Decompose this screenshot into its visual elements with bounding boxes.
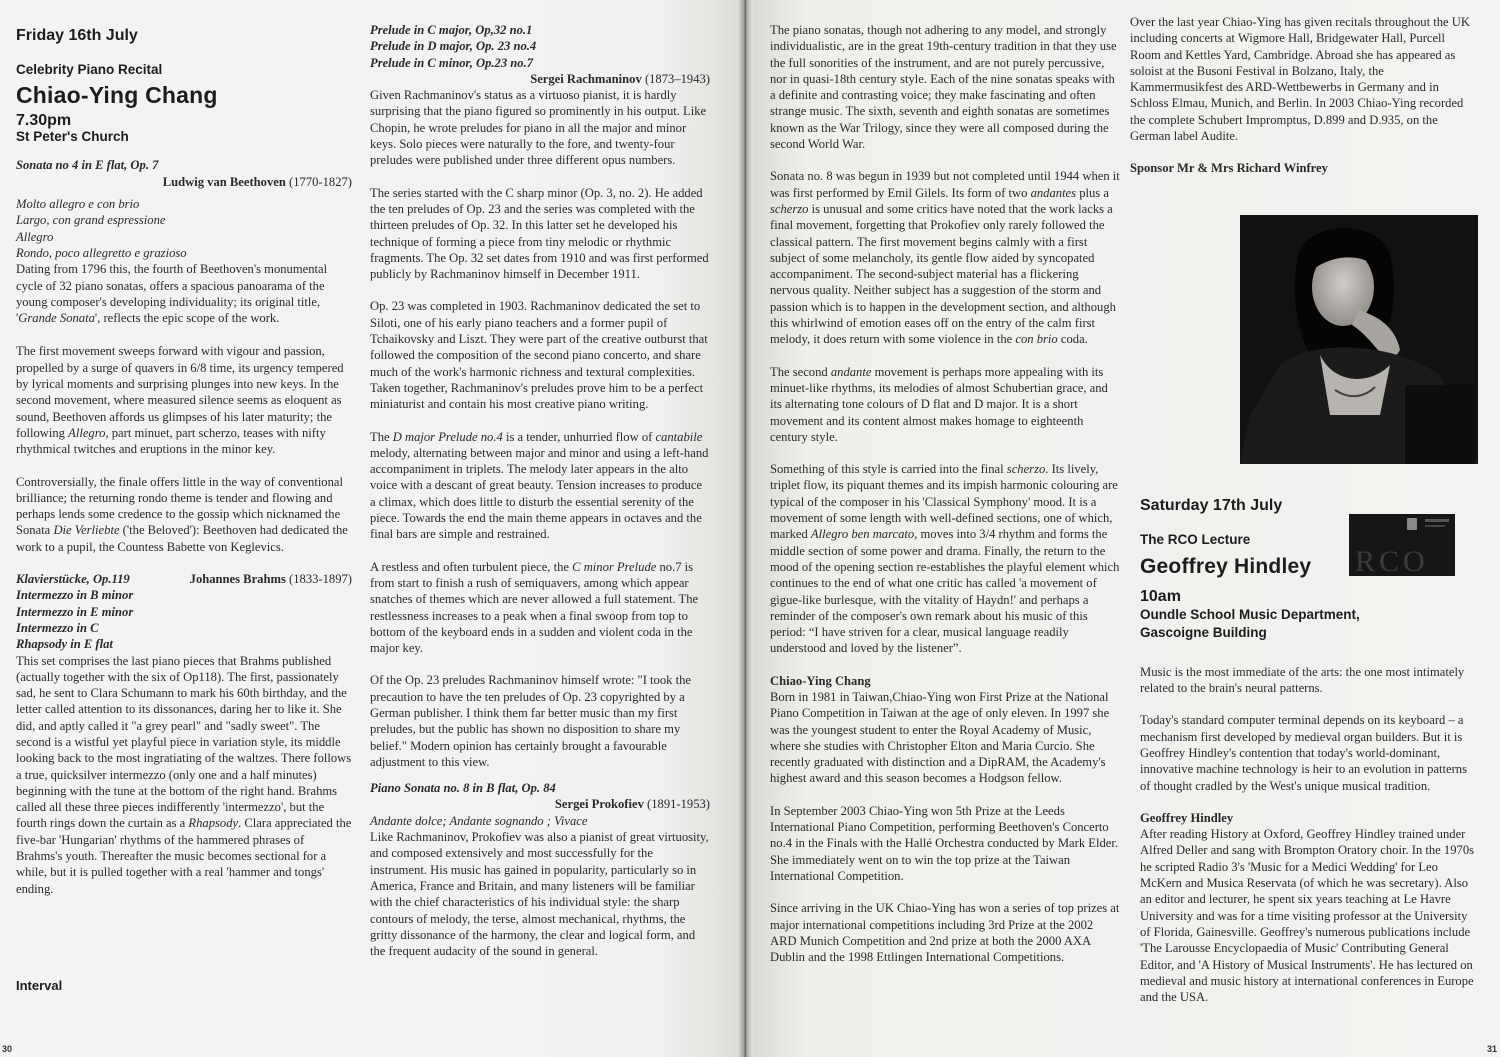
speaker-bio-heading: Geoffrey Hindley [1140, 810, 1234, 825]
sonata-paragraph: Something of this style is carried into the final scherzo. Its lively, triplet flow, its piquant themes and its impish harmonic colouring are typical of the composer in his 'Classical Symphony' mood. It is a movement of some length with well-defined sections, one of which, marked Allegro ben marcato, moves into 3/4 rhythm and forms the middle section of some power and drama. Finally, the return to the mood of the opening section re-establishes the playful element which continues to the end of what one critic has called 'a movement of gigue-like burlesque, with the vitality of Haydn!' and perhaps a reminder of the composer's own remark about his music of this period: “I have striven for a clear, musical language readily understood and loved by the listener”. [770, 462, 1120, 656]
page-number-left: 30 [2, 1044, 13, 1054]
brahms-paragraph: This set comprises the last piano pieces that Brahms published (actually together with the six of Op118). The first, passionately sad, he sent to Clara Schumann to mark his 60th birthday, and the letter called attention to its dissonances, daring her to like it. She did, and aptly called it "a grey pearl" and "sadly sweet". The second is a wistful yet playful piece in variation style, its middle looking back to the most ingratiating of the waltzes. There follows a true, quicksilver intermezzo (only one and a half minutes) beginning with the tune at the bottom of the right hand. Brahms called all these three pieces indifferently 'intermezzo', but the fourth rings down the curtain as a Rhapsody. Clara appreciated the five-bar 'Hungarian' rhythms of the hammered phrases of Brahms's youth. Thereafter the music becomes sectional for a while, but it is pulled together with a real 'hammer and tongs' ending. [16, 653, 352, 896]
lecture-date: Saturday 17th July [1140, 497, 1283, 514]
rach-paragraph: Op. 23 was completed in 1903. Rachmaninov dedicated the set to Siloti, one of his early piano teachers and a former pupil of Tchaikovsky and Liszt. They were part of the creative outburst that followed the composition of the second piano concerto, and share much of the work's harmonic richness and textural complexities. Taken together, Rachmaninov's preludes prove him to be a perfect miniaturist and contain his most creative piano writing. [370, 299, 708, 412]
interval-label: Interval [16, 978, 63, 993]
beethoven-work-title: Sonata no 4 in E flat, Op. 7 [16, 158, 159, 173]
lecture-speaker: Geoffrey Hindley [1140, 554, 1312, 578]
lecture-time: 10am [1140, 587, 1181, 605]
prokofiev-dates: (1891-1953) [647, 797, 710, 812]
brahms-set-title: Klavierstücke, Op.119 [16, 572, 130, 587]
lecture-block [1140, 498, 1480, 1021]
beethoven-composer-line [16, 174, 352, 190]
lecture-paragraph: Today's standard computer terminal depends on its keyboard – a mechanism first developed by medieval organ builders. But it is Geoffrey Hindley's contention that today's world-dominant, innovative machine technology is heir to an evolution in patterns of thought cradled by the West's unique musical tradition. [1140, 713, 1468, 793]
beethoven-paragraph: Dating from 1796 this, the fourth of Beethoven's monumental cycle of 32 piano sonatas, offers a spacious panoarama of the young composer's developing individuality; its original title, 'Grande Sonata', reflects the epic scope of the work. [16, 262, 328, 326]
rach-paragraph: Of the Op. 23 preludes Rachmaninov himself wrote: "I took the precaution to have the ten preludes of Op. 23 copyrighted by a German publisher. I think them far better music than my first preludes, but the public has shown no disposition to share my belief." Modern opinion has certainly brought a favourable adjustment to this view. [370, 673, 691, 769]
rco-logo-letters: RCO [1355, 545, 1429, 576]
piece-item: Intermezzo in C [16, 620, 99, 635]
left-column-1 [16, 28, 352, 913]
rco-crest-icon [1349, 514, 1455, 576]
prokofiev-paragraph: Like Rachmaninov, Prokofiev was also a pianist of great virtuosity, and composed extensively and most successfully for the instrument. His music has gained in popularity, particularly so in America, France and Britain, and many listeners will be familiar with the chief characteristics of his individual style: the sharp contours of melody, the terse, almost mechanical, rhythms, the gritty dissonance of the harmony, the clear and logical form, and the frequent audacity of the sound in general. [370, 830, 709, 959]
beethoven-composer: Ludwig van Beethoven [162, 174, 286, 189]
bio-paragraph: Since arriving in the UK Chiao-Ying has won a series of top prizes at major international competitions including 3rd Prize at the 2002 ARD Munich Competition and 2nd prize at both the 2000 AXA Dublin and the 1998 Ettlingen International Competitions. [770, 901, 1120, 965]
artist-portrait-illustration [1240, 215, 1478, 464]
left-column-2 [370, 22, 710, 975]
brahms-composer-line [190, 571, 352, 587]
prelude-item: Prelude in D major, Op. 23 no.4 [370, 39, 537, 54]
right-column-1 [770, 22, 1120, 981]
event-series: Celebrity Piano Recital [16, 62, 163, 78]
prokofiev-work-title: Piano Sonata no. 8 in B flat, Op. 84 [370, 781, 556, 796]
right-column-2 [1130, 14, 1475, 177]
rach-dates: (1873–1943) [644, 71, 710, 86]
prelude-item: Prelude in C minor, Op.23 no.7 [370, 55, 534, 70]
movement-item: Allegro [16, 229, 54, 244]
rach-paragraph: The series started with the C sharp minor (Op. 3, no. 2). He added the ten preludes of Op. 23 and the series was completed with the thirteen preludes of Op. 32. In this latter set he developed his technique of forming a piece from tiny melodic or rhythmic fragments. The Op. 32 set dates from 1910 and was first performed publicly by Rachmaninov himself in December 1911. [370, 185, 709, 282]
beethoven-paragraph: Controversially, the finale offers little in the way of conventional brilliance; the returning rondo theme is tender and flowing and perhaps lends some credence to the gossip which nicknamed the Sonata Die Verliebte ('the Beloved'): Beethoven had dedicated the work to a pupil, the Countess Babette von Keglevics. [16, 474, 348, 554]
movement-item: Rondo, poco allegretto e grazioso [16, 245, 187, 260]
prokofiev-composer: Sergei Prokofiev [554, 797, 644, 812]
artist-photo [1240, 215, 1478, 464]
sonata-paragraph: The piano sonatas, though not adhering to any model, and strongly individualistic, are in the great 19th-century tradition in that they use the full sonorities of the instrument, and are not purely percussive, nor in quasi-18th century style. Each of the nine sonatas speaks with a definite and contrasting voice; they make fascinating and often strange music. The sixth, seventh and eighth sonatas are sometimes known as the War Trilogy, since they were all composed during the second World War. [770, 23, 1117, 152]
beethoven-movements [16, 196, 352, 261]
page-number-right: 31 [1486, 1044, 1497, 1054]
event-venue: St Peter's Church [16, 129, 129, 145]
event-time: 7.30pm [16, 111, 72, 129]
beethoven-paragraph: The first movement sweeps forward with vigour and passion, propelled by a surge of quavers in 6/8 time, its urgency tempered by lyrical moments and surprising plunges into new keys. In the second movement, where measured silence seems as eloquent as sound, Beethoven affords us glimpses of his later maturity; the following Allegro, part minuet, part scherzo, teases with nifty rhythmical twitches and eruptions in the minor key. [16, 344, 344, 457]
bio-paragraph: Born in 1981 in Taiwan,Chiao-Ying won First Prize at the National Piano Competition in Taiwan at the age of only eleven. In 1997 she was the youngest student to enter the Royal Academy of Music, where she studies with Christopher Elton and Maria Curcio. She recently graduated with distinction and a DipRAM, the Academy's highest award and this season becomes a Hodgson fellow. [770, 689, 1110, 786]
lecture-paragraph: Music is the most immediate of the arts: the one most intimately related to the brain's neural patterns. [1140, 664, 1465, 696]
rco-logo [1349, 514, 1455, 576]
sonata-paragraph: The second andante movement is perhaps more appealing with its minuet-like rhythms, its melodies of almost Schubertian grace, and its alternating tone colours of D flat and D major. It is a short movement and its content almost makes homage to eighteenth century style. [770, 364, 1108, 444]
prelude-item: Prelude in C major, Op,32 no.1 [370, 23, 533, 37]
brahms-composer: Johannes Brahms [189, 572, 286, 587]
bio-paragraph: Over the last year Chiao-Ying has given recitals throughout the UK including concerts at Wigmore Hall, Bridgewater Hall, Purcell Room and Kettles Yard, Cambridge. Abroad she has appeared as soloist at the Busoni Festival in Bolzano, Italy, the Kammermusikfest des ARD-Wettbewerbs in Germany and in Schloss Elmau, Munich, and Berlin. In 2003 Chiao-Ying recorded the complete Schubert Impromptus, D.899 and D.935, on the German label Audite. [1130, 15, 1470, 144]
rach-paragraph: Given Rachmaninov's status as a virtuoso pianist, it is hardly surprising that the piano figured so prominently in his output. Like Chopin, he wrote preludes for piano in all the major and minor keys. Solo pieces were naturally to the fore, and twenty-four preludes were published under three different opus numbers. [370, 88, 707, 168]
piece-item: Rhapsody in E flat [16, 637, 113, 652]
bio-heading: Chiao-Ying Chang [770, 673, 871, 688]
rach-paragraph: The D major Prelude no.4 is a tender, unhurried flow of cantabile melody, alternating between major and minor and using a left-hand accompaniment in triplets. The melody later appears in the alto voice with a descant of great beauty. Tension increases to produce a climax, which does little to disturb the essential serenity of the piece. Towards the end the main theme appears in octaves and the final bars are simple and restrained. [370, 429, 709, 542]
lecture-venue-line-2: Gascoigne Building [1140, 625, 1267, 641]
event-artist: Chiao-Ying Chang [16, 81, 218, 108]
prokofiev-movements: Andante dolce; Andante sognando ; Vivace [370, 813, 588, 828]
prokofiev-composer-line [370, 796, 710, 812]
sonata-paragraph: Sonata no. 8 was begun in 1939 but not completed until 1944 when it was first performed by Emil Gilels. Its form of two andantes plus a scherzo is unusual and some critics have noted that the work lacks a final movement, forgetting that Prokofiev only rarely followed the classical pattern. The first movement begins calmly with a first subject of some melancholy, its gentle flow aided by syncopated accompaniment. The second-subject material has a flickering nervous quality. Neither subject has a suggestion of the storm and passion which is to happen in the development section, and although this whirlwind of emotion eases off on the entry of the calm first melody, it does return with some violence in the con brio coda. [770, 169, 1120, 347]
brahms-pieces [16, 587, 352, 652]
sponsor-line: Sponsor Mr & Mrs Richard Winfrey [1130, 161, 1328, 176]
rach-prelude-list [370, 22, 710, 71]
bio-paragraph: In September 2003 Chiao-Ying won 5th Prize at the Leeds International Piano Competition, performing Beethoven's Concerto no.4 in the Finals with the Hallé Orchestra conducted by Mark Elder. She immediately went on to win the top prize at the Taiwan International Competition. [770, 803, 1118, 883]
beethoven-dates: (1770-1827) [289, 174, 352, 189]
event-date: Friday 16th July [16, 27, 138, 44]
book-gutter [737, 0, 753, 1057]
rach-paragraph: A restless and often turbulent piece, the C minor Prelude no.7 is from start to finish a rush of semiquavers, among which appear snatches of themes which are never allowed a full statement. The restlessness increases to a peak when a final swoop from top to bottom of the keyboard ends in a sudden and violent coda in the major key. [370, 559, 699, 656]
piece-item: Intermezzo in B minor [16, 588, 134, 603]
piece-item: Intermezzo in E minor [16, 604, 134, 619]
brahms-header [16, 571, 352, 587]
brahms-dates: (1833-1897) [289, 572, 352, 587]
rach-composer: Sergei Rachmaninov [530, 71, 642, 86]
lecture-series: The RCO Lecture [1140, 532, 1251, 548]
movement-item: Largo, con grand espressione [16, 213, 166, 228]
movement-item: Molto allegro e con brio [16, 197, 140, 212]
rach-composer-line [370, 71, 710, 87]
lecture-venue-line-1: Oundle School Music Department, [1140, 607, 1360, 623]
speaker-bio-paragraph: After reading History at Oxford, Geoffrey Hindley trained under Alfred Deller and sang with Brompton Oratory choir. In the 1970s he scripted Radio 3's 'Music for a Medici Wedding' for Leo McKern and Musica Reservata (of which he was secretary). Also an editor and lecturer, he spent six years teaching at Le Havre University and was for a time visiting professor at the University of Florida, Gainesville. Geoffrey's numerous publications include 'The Larousse Encyclopaedia of Music' Contributing General Editor, and 'A History of Musical Instruments'. He has lectured on medieval and music history at international conferences in Europe and the USA. [1140, 827, 1475, 1005]
